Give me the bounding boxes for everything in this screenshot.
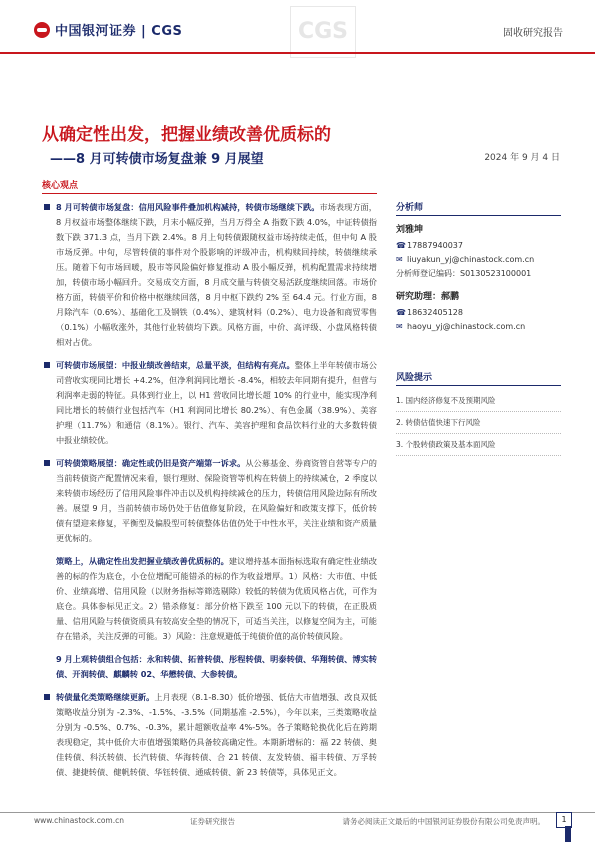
paragraph-body: 市场表现方面，8 月权益市场整体继续下跌，月末小幅反弹，当月万得全 A 指数下跌 4.0%，中证转债指数下跌 371.3 点，当月下跌 2.4%。8 月上旬转债跟随权益市场持续走低，但中旬 A 股市场反弹。中旬，尽管转债的事件对个股影响的评级冲击，机构赎回持续，转债继续承压。随着下旬市场回暖，股市等风险偏好修复推动 A 股小幅反弹，机构配置需求持续增加，转债市场小幅回升。交易成交方面，8 月成交量与转债交易活跃度继续回落。市场价格方面，转债平价和价格中枢继续回落，8 月中枢下跌约 2% 至 64.4 元。行业方面，8 月除汽车（0.6%）、基础化工及钢铁（0.4%）、建筑材料（0.2%）、电力设备和商贸零售（0.1%）小幅收涨外，其他行业转债均下跌。风格方面，中价、高评级、小盘风格转债相对占优。 (56, 202, 377, 347)
license-label: 分析师登记编码： (396, 269, 460, 278)
paragraph-body: 建议增持基本面指标选取有确定性业绩改善的标的作为底仓，小仓位增配可能错杀的标的作为收益增厚。1）风格：大市值、中低价、业绩高增、信用风险（以财务指标等筛选剔除）较低的转债为优质风格占优，可作为底仓。具体参标见正文。2）错杀修复：部分价格下跌至 100 元以下的转债，在正股质量、信用风险与转债资质具有较高安全垫的情况下，可适当关注，以修复空间为主，可能存在错杀，关注反弹的可能。3）风险：注意规避低于纯债价值的高价转债风险。 (56, 556, 377, 641)
paragraph-lead: 转债量化类策略继续更新。 (56, 692, 155, 702)
footer-divider (0, 812, 595, 813)
side-decoration (565, 826, 571, 842)
brand-name: 中国银河证券 | CGS (55, 24, 183, 39)
analyst-license: S0130523100001 (460, 269, 532, 278)
phone-icon: ☎ (396, 241, 406, 250)
paragraph-lead: 8 月可转债市场复盘：信用风险事件叠加机构减持，转债市场继续下跌。 (56, 202, 320, 212)
core-paragraph (42, 358, 377, 448)
analyst-contact (396, 239, 561, 281)
risk-item: 1. 国内经济修复不及预期风险 (396, 390, 561, 412)
paragraph-lead: 9 月上观转债组合包括：永和转债、拓普转债、彤程转债、明泰转债、华翔转债、博实转债、开润转债、麒麟转 02、华懋转债、大参转债。 (56, 654, 377, 679)
paragraph-body: 从公募基金、券商资管自营等专户的当前转债资产配置情况来看，银行理财、保险资管等机构在转债上的持续减仓，2 季度以来转债市场经历了信用风险事件冲击以及机构持续减仓的压力，转债信用风险边际有所改善。展望 9 月，当前转债市场仍处于估值修复阶段，在风险偏好和政策支撑下，低价转债有望迎来修复，平衡型及偏股型可转债整体估值仍处于中性水平，关注业绩和资产质量更优标的。 (56, 458, 377, 543)
core-paragraph (42, 554, 377, 644)
header-divider (0, 52, 595, 54)
sub-title: ——8 月可转债市场复盘兼 9 月展望 (50, 152, 264, 167)
bullet-square-icon (44, 362, 50, 368)
footer-center-label: 证券研究报告 (190, 817, 235, 826)
assistant-heading: 研究助理：郝鹏 (396, 292, 460, 302)
assistant-contact (396, 306, 561, 334)
bullet-square-icon (44, 460, 50, 466)
report-date: 2024 年 9 月 4 日 (484, 153, 560, 163)
page-header (0, 0, 595, 62)
footer-url[interactable]: www.chinastock.com.cn (34, 816, 124, 825)
bullet-square-icon (44, 204, 50, 210)
paragraph-body: 上月表现（8.1-8.30）低价增强、低估大市值增强、改良双低策略收益分别为 -2.3%、-1.5%、-3.5%（同期基准 -2.5%），今年以来，三类策略收益分别为 -0.5%、0.7%、-0.3%，累计超额收益率 4%-5%。各子策略轮换优化后在跨期表现稳定，其中低价大市值增强策略仍具备较高确定性。本期新增标的：福 22 转债、奥佳转债、科沃转债、长汽转债、华海转债、合 21 转债、友发转债、福丰转债、万孚转债、捷捷转债、健帆转债、华钰转债、通威转债、新 23 转债等，具体见正文。 (56, 692, 377, 777)
assistant-phone: 18632405128 (407, 308, 463, 317)
watermark-stamp: CGS (290, 6, 356, 58)
page-number: 1 (556, 812, 572, 828)
core-paragraph (42, 456, 377, 546)
main-title: 从确定性出发，把握业绩改善优质标的 (42, 125, 331, 145)
core-paragraph (42, 690, 377, 780)
analyst-phone: 17887940037 (407, 241, 463, 250)
risk-item: 2. 转债估值快速下行风险 (396, 412, 561, 434)
paragraph-lead: 策略上，从确定性出发把握业绩改善优质标的。 (56, 556, 229, 566)
core-views-label: 核心观点 (42, 178, 377, 194)
phone-icon: ☎ (396, 308, 406, 317)
logo-mark-icon (34, 22, 50, 38)
paragraph-lead: 可转债策略展望：确定性或仍旧是资产端第一诉求。 (56, 458, 246, 468)
risk-item: 3. 个股转债政策及基本面风险 (396, 434, 561, 456)
sidebar (396, 200, 561, 456)
core-views (42, 178, 377, 788)
analyst-name: 刘雅坤 (396, 225, 424, 235)
email-icon: ✉ (396, 322, 403, 331)
risk-heading: 风险提示 (396, 370, 561, 386)
assistant-email[interactable]: haoyu_yj@chinastock.com.cn (407, 322, 526, 331)
report-type: 固收研究报告 (503, 28, 563, 39)
brand-logo (34, 20, 182, 39)
footer-disclaimer: 请务必阅读正文最后的中国银河证券股份有限公司免责声明。 (342, 817, 545, 826)
analyst-email[interactable]: liuyakun_yj@chinastock.com.cn (407, 255, 535, 264)
bullet-square-icon (44, 694, 50, 700)
paragraph-body: 整体上半年转债市场公司营收实现同比增长 +4.2%，但净利润同比增长 -8.4%，相较去年同期有提升，但营与利润率走弱的特征。具体到行业上，以 H1 营收同比增长超 10% 的行业中，能实现净利同比增长的转债行业包括汽车（H1 利润同比增长 80.2%）、有色金属（38.9%）、美容护理（11.7%）和通信（8.1%）。银行、汽车、美容护理和食品饮料行业的大多数转债中报业绩较优。 (56, 360, 377, 445)
paragraph-lead: 可转债市场展望：中报业绩改善结束，总量平淡，但结构有亮点。 (56, 360, 295, 370)
analyst-heading: 分析师 (396, 200, 561, 216)
email-icon: ✉ (396, 255, 403, 264)
core-paragraph (42, 200, 377, 350)
core-paragraph (42, 652, 377, 682)
